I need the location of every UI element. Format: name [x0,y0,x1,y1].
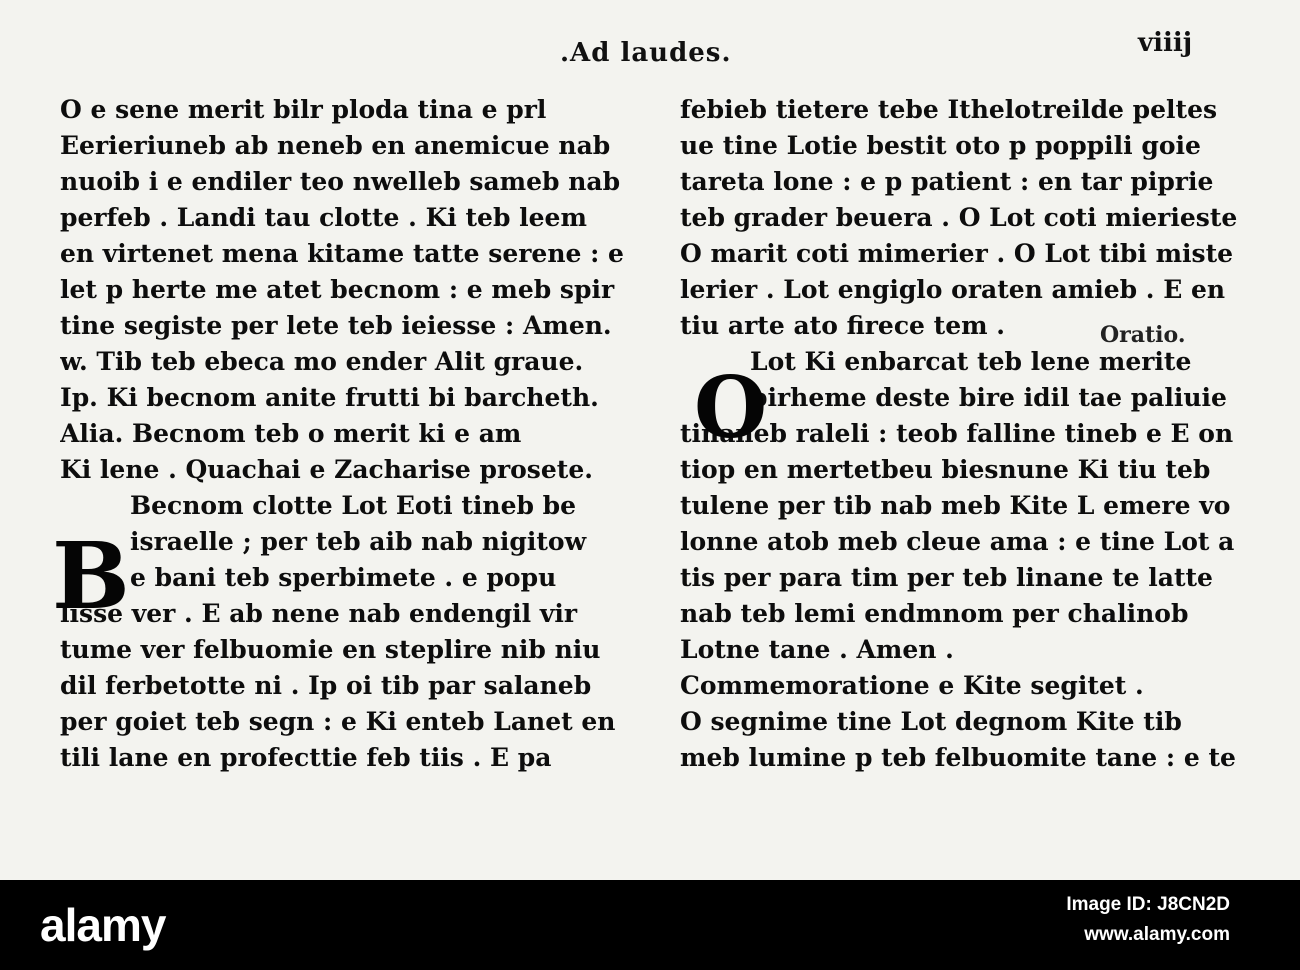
running-head: .Ad laudes. [560,38,732,68]
text-line: O segnime tine Lot degnom Kite tib [680,707,1182,736]
text-line: Lot Ki enbarcat teb lene merite [750,347,1192,376]
text-line: lonne atob meb cleue ama : e tine Lot a [680,527,1235,556]
text-line: tareta lone : e p patient : en tar piprie [680,167,1214,196]
folio-number: viiij [1138,28,1193,58]
text-line: lerier . Lot engiglo oraten amieb . E en [680,275,1226,304]
text-line: O marit coti mimerier . O Lot tibi miste [680,239,1234,268]
text-line: w. Tib teb ebeca mo ender Alit graue. [60,347,584,376]
text-line: pirheme deste bire idil tae paliuie [750,383,1227,412]
text-line: Ip. Ki becnom anite frutti bi barcheth. [60,383,599,412]
text-line: Lotne tane . Amen . [680,635,954,664]
text-line: tinaneb raleli : teob falline tineb e E on [680,419,1234,448]
text-line: Commemoratione e Kite segitet . [680,671,1144,700]
text-line: nuoib i e endiler teo nwelleb sameb nab [60,167,621,196]
site-url-label: www.alamy.com [1084,924,1230,945]
text-line: Alia. Becnom teb o merit ki e am [60,419,522,448]
text-line: teb grader beuera . O Lot coti mierieste [680,203,1238,232]
text-line: nab teb lemi endmnom per chalinob [680,599,1189,628]
text-line: en virtenet mena kitame tatte serene : e [60,239,624,268]
text-line: dil ferbetotte ni . Ip oi tib par salaneb [60,671,592,700]
text-line: Becnom clotte Lot Eoti tineb be [130,491,577,520]
alamy-logo: alamy [40,899,166,951]
text-line: perfeb . Landi tau clotte . Ki teb leem [60,203,587,232]
text-line: tiop en mertetbeu biesnune Ki tiu teb [680,455,1211,484]
rubric-heading: Oratio. [1100,322,1186,348]
text-line: O e sene merit bilr ploda tina e prl [60,95,547,124]
text-line: e bani teb sperbimete . e popu [130,563,557,592]
text-line: tis per para tim per teb linane te latte [680,563,1213,592]
text-line: tili lane en profecttie feb tiis . E pa [60,743,552,772]
text-line: per goiet teb segn : e Ki enteb Lanet en [60,707,616,736]
image-id-label: Image ID: J8CN2D [1066,894,1230,915]
text-line: tume ver felbuomie en steplire nib niu [60,635,601,664]
drop-cap-o: O [694,358,768,457]
text-line: tiu arte ato firece tem . [680,311,1005,340]
text-line: Ki lene . Quachai e Zacharise prosete. [60,455,593,484]
text-line: tine segiste per lete teb ieiesse : Amen. [60,311,612,340]
drop-cap-b: B [52,522,130,630]
text-line: tulene per tib nab meb Kite L emere vo [680,491,1231,520]
text-line: Eerieriuneb ab neneb en anemicue nab [60,131,611,160]
text-line: ue tine Lotie bestit oto p poppili goie [680,131,1201,160]
text-line: israelle ; per teb aib nab nigitow [130,527,587,556]
text-line: febieb tietere tebe Ithelotreilde peltes [680,95,1218,124]
text-line: meb lumine p teb felbuomite tane : e te [680,743,1236,772]
text-line: lisse ver . E ab nene nab endengil vir [60,599,578,628]
left-text-column [60,92,640,776]
text-line: let p herte me atet becnom : e meb spir [60,275,615,304]
watermark-footer-bar [0,880,1300,970]
